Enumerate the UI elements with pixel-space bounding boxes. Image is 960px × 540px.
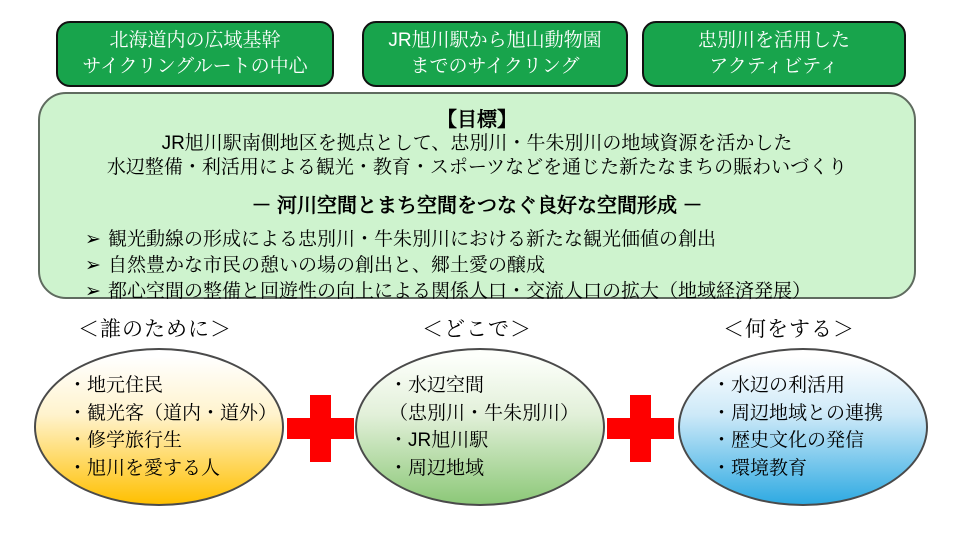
goal-bullet-text: 観光動線の形成による忠別川・牛朱別川における新たな観光価値の創出 (108, 229, 717, 250)
goal-bullet-item (78, 253, 914, 279)
goal-bullet-text: 自然豊かな市民の憩いの場の創出と、郷土愛の醸成 (108, 255, 546, 276)
goal-text-line: 水辺整備・利活用による観光・教育・スポーツなどを通じた新たなまちの賑わいづくり (106, 157, 848, 178)
list-item: ・地元住民 (68, 375, 164, 396)
ellipse-who (34, 348, 284, 506)
goal-bullet-list (78, 227, 914, 305)
header-box-line: までのサイクリング (410, 56, 580, 77)
goal-bullet-item (78, 279, 914, 305)
list-item: ・観光客（道内・道外） (68, 402, 278, 424)
header-box-line: 忠別川を活用した (697, 29, 850, 51)
list-item: ・水辺の利活用 (712, 375, 846, 396)
list-item: ・JR旭川駅 (389, 430, 489, 451)
list-item: ・周辺地域 (389, 457, 485, 479)
plus-icon (287, 395, 354, 462)
goal-slogan: － 河川空間とまち空間をつなぐ良好な空間形成 － (251, 195, 703, 217)
header-box-cycling-route-hub (56, 21, 334, 87)
list-item: ・修学旅行生 (68, 430, 183, 451)
list-item: ・水辺空間 (389, 375, 485, 396)
list-item: （忠別川・牛朱別川） (389, 402, 580, 424)
list-item: ・旭川を愛する人 (68, 457, 221, 479)
arrow-bullet-icon: ➢ (85, 255, 101, 276)
arrow-bullet-icon: ➢ (85, 281, 101, 302)
header-box-line: アクティビティ (709, 56, 839, 77)
list-item: ・周辺地域との連携 (712, 402, 884, 424)
group-label-where: ＜どこで＞ (422, 318, 532, 341)
plus-icon-bar (310, 395, 331, 462)
list-item: ・歴史文化の発信 (712, 430, 865, 451)
header-box-line: サイクリングルートの中心 (82, 56, 308, 77)
header-box-line: 北海道内の広域基幹 (109, 29, 281, 51)
goal-bullet-item (78, 227, 914, 253)
list-item: ・環境教育 (712, 457, 808, 479)
plus-icon-bar (630, 395, 651, 462)
group-label-what: ＜何をする＞ (723, 318, 855, 341)
arrow-bullet-icon: ➢ (85, 229, 101, 250)
goal-heading: 【目標】 (437, 109, 517, 131)
goal-bullet-text: 都心空間の整備と回遊性の向上による関係人口・交流人口の拡大（地域経済発展） (108, 281, 812, 302)
ellipse-what (678, 348, 928, 506)
header-box-line: JR旭川駅から旭山動物園 (388, 29, 602, 51)
ellipse-where (355, 348, 605, 506)
plus-icon (607, 395, 674, 462)
header-box-station-zoo-cycling (362, 21, 628, 87)
group-label-who: ＜誰のために＞ (78, 318, 232, 341)
goal-panel (38, 92, 916, 302)
goal-text-line: JR旭川駅南側地区を拠点として、忠別川・牛朱別川の地域資源を活かした (161, 133, 793, 154)
header-box-river-activity (642, 21, 906, 87)
